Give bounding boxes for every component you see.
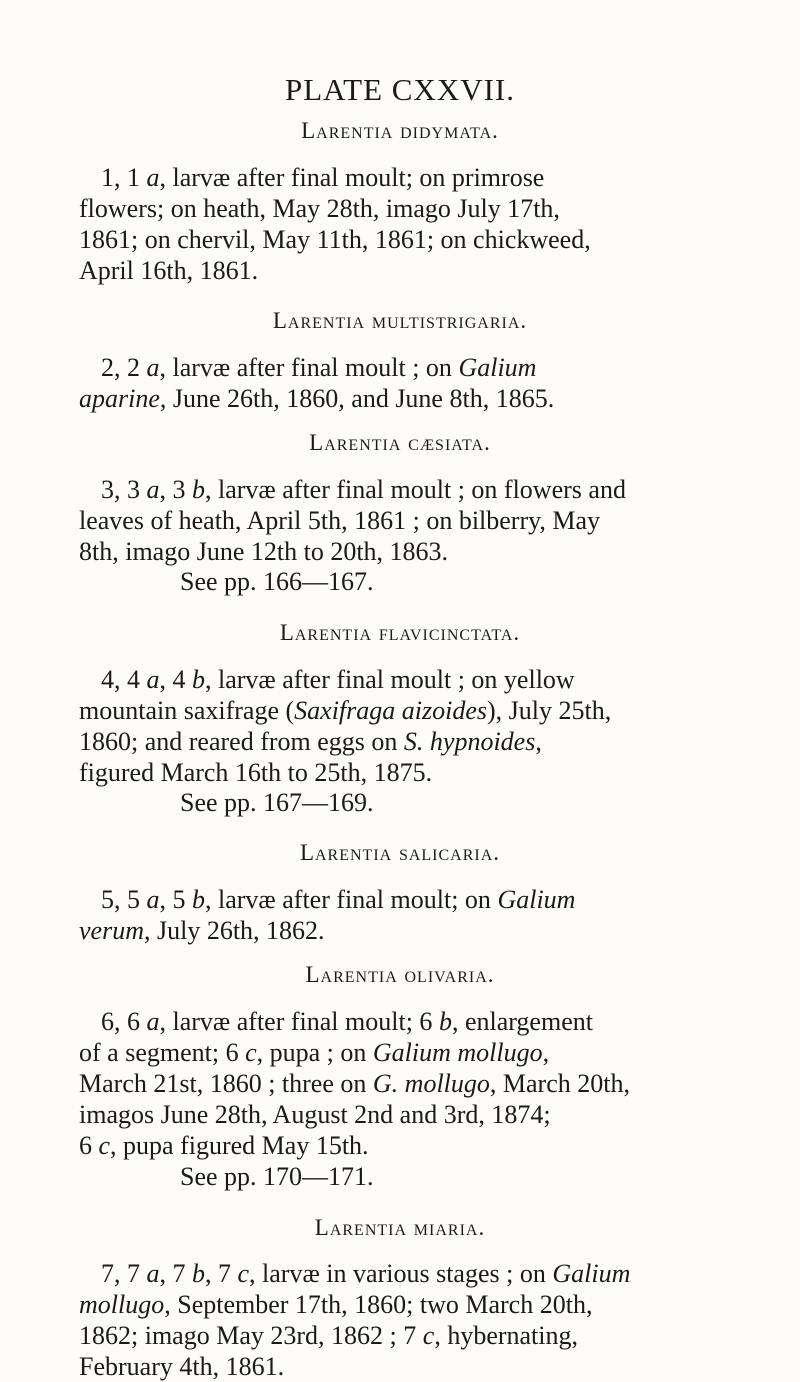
text-line: mollugo, September 17th, 1860; two March 20th, (79, 1290, 593, 1319)
italic-term: b (192, 885, 205, 914)
text-line: April 16th, 1861. (79, 256, 259, 285)
text-line: February 4th, 1861. (79, 1352, 285, 1381)
plate-title: PLATE CXXVII. (285, 72, 515, 107)
text-line: 1, 1 a, larvæ after final moult; on primrose (101, 163, 545, 192)
section-text-multistrigaria (79, 352, 731, 414)
text-line: 1861; on chervil, May 11th, 1861; on chickweed, (79, 225, 591, 254)
section-see-olivaria: See pp. 170—171. (180, 1162, 374, 1191)
section-heading-didymata: Larentia didymata. (301, 118, 499, 143)
italic-term: a (146, 163, 160, 192)
italic-term: c (237, 1259, 250, 1288)
text-line: leaves of heath, April 5th, 1861 ; on bilberry, May (79, 506, 601, 535)
italic-term: G. mollugo (372, 1069, 490, 1098)
italic-term: b (438, 1007, 452, 1036)
section-text-salicaria (79, 884, 731, 946)
section-text-caesiata (79, 474, 731, 567)
text-line: 6 c, pupa figured May 15th. (79, 1131, 369, 1160)
section-heading-olivaria: Larentia olivaria. (305, 962, 495, 987)
italic-term: verum (79, 916, 144, 945)
italic-term: S. hypnoides (403, 727, 536, 756)
italic-term: a (146, 1259, 160, 1288)
section-heading-miaria: Larentia miaria. (314, 1215, 486, 1240)
italic-term: a (146, 1007, 160, 1036)
text-line: 7, 7 a, 7 b, 7 c, larvæ in various stages ; on Galium (101, 1259, 631, 1288)
section-heading-multistrigaria: Larentia multistrigaria. (272, 308, 528, 333)
italic-term: a (146, 665, 160, 694)
text-line: aparine, June 26th, 1860, and June 8th, 1865. (79, 384, 555, 413)
text-line: March 21st, 1860 ; three on G. mollugo, March 20th, (79, 1069, 630, 1098)
text-line: 5, 5 a, 5 b, larvæ after final moult; on Galium (101, 885, 576, 914)
text-line: 6, 6 a, larvæ after final moult; 6 b, enlargement (101, 1007, 593, 1036)
section-see-flavicinctata: See pp. 167—169. (180, 788, 374, 817)
text-line: 8th, imago June 12th to 20th, 1863. (79, 537, 449, 566)
section-text-miaria (79, 1258, 731, 1382)
italic-term: Galium (552, 1259, 631, 1288)
italic-term: b (192, 475, 205, 504)
text-line: flowers; on heath, May 28th, imago July 17th, (79, 194, 560, 223)
text-line: verum, July 26th, 1862. (79, 916, 325, 945)
text-line: 1860; and reared from eggs on S. hypnoides, (79, 727, 542, 756)
italic-term: aparine (79, 384, 160, 413)
italic-term: a (146, 885, 160, 914)
italic-term: mollugo (79, 1290, 165, 1319)
italic-term: b (192, 665, 205, 694)
section-heading-salicaria: Larentia salicaria. (299, 840, 501, 865)
text-line: figured March 16th to 25th, 1875. (79, 758, 433, 787)
text-line: imagos June 28th, August 2nd and 3rd, 1874; (79, 1100, 551, 1129)
section-see-caesiata: See pp. 166—167. (180, 567, 374, 596)
italic-term: a (146, 475, 160, 504)
italic-term: c (422, 1321, 435, 1350)
section-text-didymata (79, 162, 731, 286)
italic-term: b (192, 1259, 205, 1288)
text-line: 2, 2 a, larvæ after final moult ; on Galium (101, 353, 537, 382)
text-line: mountain saxifrage (Saxifraga aizoides), July 25th, (79, 696, 612, 725)
section-text-flavicinctata (79, 664, 731, 788)
text-line: 3, 3 a, 3 b, larvæ after final moult ; on flowers and (101, 475, 626, 504)
section-heading-caesiata: Larentia cæsiata. (309, 430, 491, 455)
italic-term: Galium (497, 885, 576, 914)
text-line: 4, 4 a, 4 b, larvæ after final moult ; on yellow (101, 665, 575, 694)
italic-term: Saxifraga aizoides (294, 696, 487, 725)
section-text-olivaria (79, 1006, 731, 1161)
italic-term: a (146, 353, 160, 382)
section-heading-flavicinctata: Larentia flavicinctata. (279, 620, 521, 645)
text-line: of a segment; 6 c, pupa ; on Galium mollugo, (79, 1038, 550, 1067)
italic-term: c (98, 1131, 111, 1160)
italic-term: Galium (458, 353, 537, 382)
italic-term: Galium mollugo (372, 1038, 543, 1067)
text-line: 1862; imago May 23rd, 1862 ; 7 c, hybernating, (79, 1321, 578, 1350)
italic-term: c (245, 1038, 257, 1067)
